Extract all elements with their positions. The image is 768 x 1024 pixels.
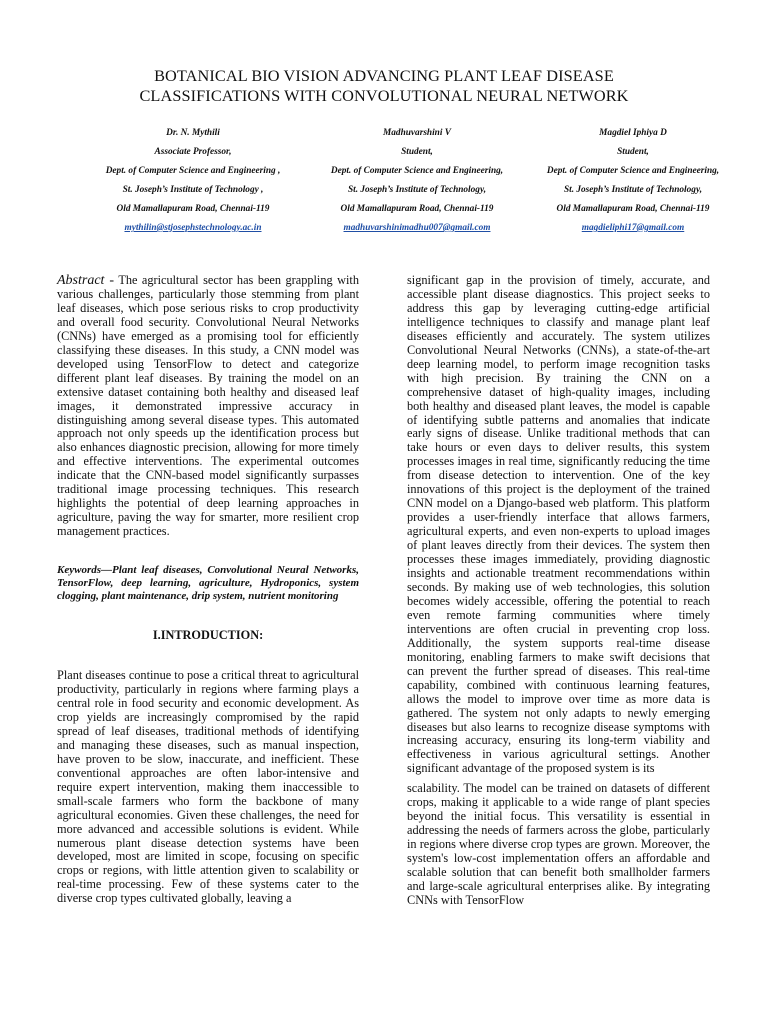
author-email-link[interactable]: madhuvarshinimadhu007@gmail.com — [343, 223, 491, 233]
author-dept: Dept. of Computer Science and Engineering, — [546, 166, 720, 176]
author-institute: St. Joseph’s Institute of Technology , — [122, 185, 264, 195]
left-column — [57, 274, 359, 906]
body-paragraph-1: significant gap in the provision of timely, accurate, and accessible plant disease diagnostics. This project seeks to address this gap by leveraging cutting-edge artificial intelligence techniques to classify and manage plant leaf diseases efficiently and accurately. The system utilizes Convolutional Neural Networks (CNNs), a state-of-the-art deep learning model, to perform image recognition tasks with high precision. By training the CNN on a comprehensive dataset of high-quality images, including both healthy and diseased plant leaves, the model is capable of identifying subtle patterns and anomalies that indicate early signs of disease. Unlike traditional methods that can take hours or even days to deliver results, this system processes images in real time, significantly reducing the time from disease detection to intervention. One of the key innovations of this project is the deployment of the trained CNN model on a Django-based web platform. This platform provides a user-friendly interface that allows farmers, agricultural experts, and even non-experts to upload images of plant leaves directly from their devices. The system then processes these images immediately, providing diagnostic insights and actionable treatment recommendations within seconds. By making use of web technologies, this solution becomes widely accessible, offering the potential to reach even remote farming communities where timely interventions are often crucial in preventing crop loss. Additionally, the system supports real-time disease monitoring, enabling farmers to make swift decisions that can prevent the further spread of diseases. This real-time capability, combined with continuous learning features, allows the model to improve over time as more data is gathered. The system not only adapts to newly emerging diseases but also learns to recognize disease symptoms with increasing accuracy, ensuring its long-term viability and effectiveness in various agricultural settings. Another significant advantage of the proposed system is its — [407, 273, 710, 776]
author-3 — [530, 124, 736, 238]
section-heading: I.INTRODUCTION: — [152, 628, 264, 643]
title-line-2: CLASSIFICATIONS WITH CONVOLUTIONAL NEURAL NETWORK — [139, 86, 629, 105]
author-role: Associate Professor, — [154, 147, 232, 157]
abstract-text: The agricultural sector has been grappling with various challenges, particularly those stemming from plant leaf diseases, which pose serious risks to crop productivity and overall food security. Convolutional Neural Networks (CNNs) have emerged as a promising tool for efficiently classifying these diseases. In this study, a CNN model was developed using TensorFlow to detect and categorize different plant leaf diseases. By training the model on an extensive dataset containing both healthy and diseased leaf images, it demonstrated impressive accuracy in distinguishing among several disease types. This automated approach not only speeds up the identification process but also enhances diagnostic precision, allowing for more timely and effective interventions. The experimental outcomes indicate that the CNN-based model significantly surpasses traditional image processing techniques. This research highlights the potential of deep learning approaches in agriculture, paving the way for smarter, more resilient crop management practices. — [57, 273, 360, 539]
abstract-label: Abstract - — [57, 273, 115, 288]
author-name: Madhuvarshini V — [383, 128, 451, 138]
author-address: Old Mamallapuram Road, Chennai-119 — [556, 204, 710, 214]
right-column — [407, 274, 710, 908]
author-dept: Dept. of Computer Science and Engineering , — [105, 166, 281, 176]
author-role: Student, — [401, 147, 433, 157]
author-role: Student, — [617, 147, 649, 157]
paper-title — [60, 66, 708, 106]
body-paragraph-2: scalability. The model can be trained on datasets of different crops, making it applicable to a wide range of plant species beyond the initial focus. This versatility is essential in addressing the needs of farmers across the globe, particularly in regions where diverse crop types are grown. Moreover, the system's low-cost implementation offers an affordable and scalable solution that can benefit both smallholder farmers and large-scale agricultural enterprises alike. By integrating CNNs with TensorFlow — [407, 781, 710, 907]
intro-paragraph: Plant diseases continue to pose a critical threat to agricultural productivity, particularly in regions where farming plays a central role in food security and economic development. As crop yields are increasingly compromised by the rapid spread of leaf diseases, traditional methods of identifying and managing these diseases, such as manual inspection, have proven to be slow, inaccurate, and inefficient. These conventional approaches are often labor-intensive and require expert intervention, making them inaccessible to small-scale farmers who form the backbone of many agricultural economies. Given these challenges, the need for more advanced and accessible solutions is evident. While numerous plant disease detection systems have been developed, most are limited in scope, focusing on specific crops or regions, with little attention given to scalability or real-time processing. Few of these systems cater to the diverse crop types cultivated globally, leaving a — [57, 668, 359, 906]
abstract — [57, 274, 359, 539]
author-email-link[interactable]: magdieliphi17@gmail.com — [581, 223, 685, 233]
author-institute: St. Joseph’s Institute of Technology, — [563, 185, 703, 195]
author-email-link[interactable]: mythilin@stjosephstechnology.ac.in — [124, 223, 262, 233]
keywords: Keywords—Plant leaf diseases, Convolutional Neural Networks, TensorFlow, deep learning, agriculture, Hydroponics, system clogging, plant maintenance, drip system, nutrient monitoring — [57, 564, 359, 603]
author-dept: Dept. of Computer Science and Engineering, — [330, 166, 504, 176]
author-name: Magdiel Iphiya D — [599, 128, 667, 138]
author-2 — [310, 124, 524, 238]
author-institute: St. Joseph’s Institute of Technology, — [347, 185, 487, 195]
author-1 — [88, 124, 298, 238]
author-address: Old Mamallapuram Road, Chennai-119 — [116, 204, 270, 214]
author-name: Dr. N. Mythili — [166, 128, 220, 138]
author-address: Old Mamallapuram Road, Chennai-119 — [340, 204, 494, 214]
title-line-1: BOTANICAL BIO VISION ADVANCING PLANT LEAF DISEASE — [154, 66, 614, 85]
